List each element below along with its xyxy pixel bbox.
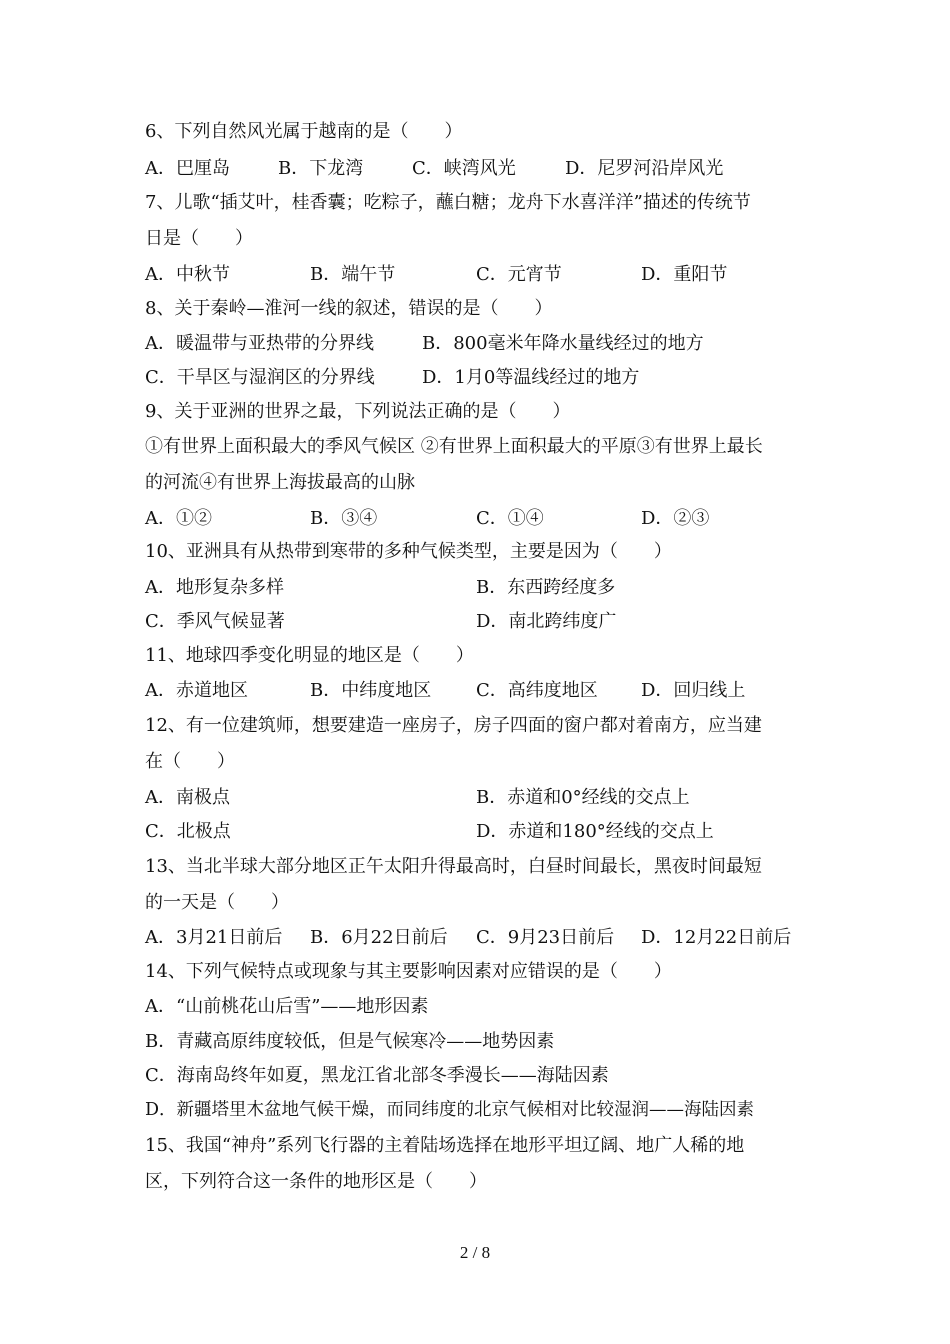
question-6-option-c: C．峡湾风光	[412, 158, 516, 179]
page-number: 2 / 8	[459, 1243, 491, 1262]
question-8-option-b: B．800毫米年降水量线经过的地方	[422, 333, 704, 354]
question-15-stem-line-1: 15、我国“神舟”系列飞行器的主着陆场选择在地形平坦辽阔、地广人稀的地	[145, 1135, 745, 1156]
question-8-option-a: A．暖温带与亚热带的分界线	[145, 333, 374, 354]
question-13-option-c: C．9月23日前后	[476, 927, 615, 948]
question-9-option-a: A．①②	[145, 508, 212, 529]
question-12-option-c: C．北极点	[145, 821, 231, 842]
question-7-stem-line-2: 日是（ ）	[145, 228, 253, 249]
question-9-option-c: C．①④	[476, 508, 544, 529]
question-11-option-c: C．高纬度地区	[476, 680, 598, 701]
question-9-option-d: D．②③	[641, 508, 710, 529]
question-6-stem: 6、下列自然风光属于越南的是（ ）	[145, 121, 463, 142]
question-12-option-d: D．赤道和180°经线的交点上	[476, 821, 714, 842]
question-14-stem: 14、下列气候特点或现象与其主要影响因素对应错误的是（ ）	[145, 961, 672, 982]
question-10-option-b: B．东西跨经度多	[476, 577, 616, 598]
question-7-option-c: C．元宵节	[476, 264, 562, 285]
question-10-option-d: D．南北跨纬度广	[476, 611, 617, 632]
question-6-option-d: D．尼罗河沿岸风光	[565, 158, 724, 179]
question-6-option-b: B．下龙湾	[278, 158, 364, 179]
question-10-option-c: C．季风气候显著	[145, 611, 285, 632]
question-14-option-d: D．新疆塔里木盆地气候干燥，而同纬度的北京气候相对比较湿润——海陆因素	[145, 1100, 755, 1120]
question-7-stem-line-1: 7、儿歌“插艾叶，桂香囊；吃粽子，蘸白糖；龙舟下水喜洋洋”描述的传统节	[145, 192, 751, 213]
question-7-option-a: A．中秋节	[145, 264, 230, 285]
question-10-stem: 10、亚洲具有从热带到寒带的多种气候类型，主要是因为（ ）	[145, 541, 672, 562]
question-14-option-b: B．青藏高原纬度较低，但是气候寒冷——地势因素	[145, 1031, 555, 1052]
question-12-stem-line-1: 12、有一位建筑师，想要建造一座房子，房子四面的窗户都对着南方，应当建	[145, 715, 762, 736]
question-7-option-d: D．重阳节	[641, 264, 728, 285]
question-14-option-c: C．海南岛终年如夏，黑龙江省北部冬季漫长——海陆因素	[145, 1065, 609, 1086]
question-10-option-a: A．地形复杂多样	[145, 577, 284, 598]
question-6-option-a: A．巴厘岛	[145, 158, 230, 179]
question-8-option-d: D．1月0等温线经过的地方	[422, 367, 640, 388]
question-9-stem-line-3: 的河流④有世界上海拔最高的山脉	[145, 472, 415, 493]
question-14-option-a: A．“山前桃花山后雪”——地形因素	[145, 996, 429, 1017]
question-8-option-c: C．干旱区与湿润区的分界线	[145, 367, 375, 388]
question-13-option-b: B．6月22日前后	[310, 927, 448, 948]
question-9-stem-line-1: 9、关于亚洲的世界之最，下列说法正确的是（ ）	[145, 401, 571, 422]
question-13-stem-line-1: 13、当北半球大部分地区正午太阳升得最高时，白昼时间最长，黑夜时间最短	[145, 856, 762, 877]
question-11-option-a: A．赤道地区	[145, 680, 248, 701]
question-13-option-d: D．12月22日前后	[641, 927, 792, 948]
question-9-stem-line-2: ①有世界上面积最大的季风气候区 ②有世界上面积最大的平原③有世界上最长	[145, 436, 763, 457]
question-12-option-a: A．南极点	[145, 787, 230, 808]
question-11-option-b: B．中纬度地区	[310, 680, 432, 701]
question-9-option-b: B．③④	[310, 508, 378, 529]
question-11-stem: 11、地球四季变化明显的地区是（ ）	[145, 645, 474, 666]
question-13-stem-line-2: 的一天是（ ）	[145, 892, 289, 913]
question-13-option-a: A．3月21日前后	[145, 927, 283, 948]
question-7-option-b: B．端午节	[310, 264, 396, 285]
question-12-option-b: B．赤道和0°经线的交点上	[476, 787, 690, 808]
question-11-option-d: D．回归线上	[641, 680, 746, 701]
question-15-stem-line-2: 区，下列符合这一条件的地形区是（ ）	[145, 1171, 487, 1192]
question-8-stem: 8、关于秦岭—淮河一线的叙述，错误的是（ ）	[145, 298, 553, 319]
question-12-stem-line-2: 在（ ）	[145, 751, 235, 772]
